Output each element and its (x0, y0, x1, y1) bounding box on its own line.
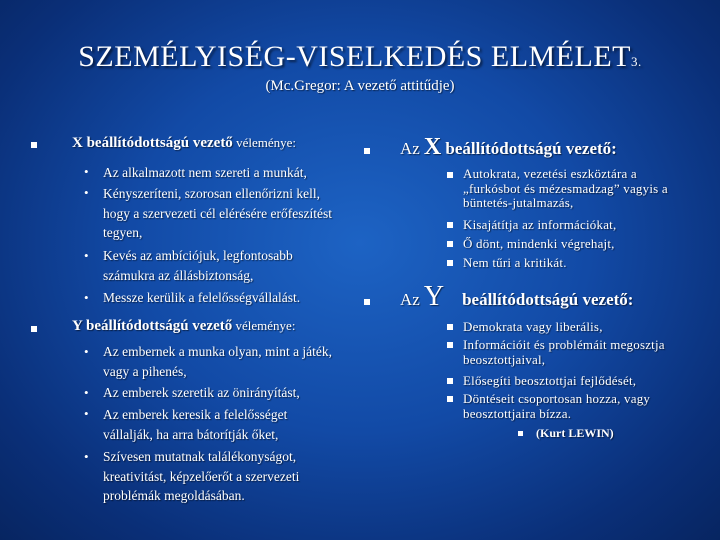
right-x-letter: X (423, 134, 442, 160)
left-y-item: Az emberek keresik a felelősséget vállalják, ha arra bátorítják őket, (103, 407, 288, 442)
bullet-square-icon (447, 222, 453, 228)
right-y-item: Demokrata vagy liberális, (463, 319, 603, 334)
bullet-square-icon (364, 299, 370, 305)
right-x-item: Nem tűri a kritikát. (463, 255, 567, 270)
left-y-heading (72, 318, 362, 335)
left-x-item: Az alkalmazott nem szereti a munkát, (103, 165, 307, 180)
bullet-square-icon (364, 148, 370, 154)
bullet-square-icon (31, 142, 37, 148)
left-y-heading-label: Y beállítódottságú vezető (72, 318, 233, 334)
right-y-item: Döntéseit csoportosan hozza, vagy beosztottjaira bízza. (463, 391, 651, 421)
right-y-letter: Y (423, 281, 445, 312)
right-y-prefix: Az (400, 290, 420, 309)
right-x-heading-label: beállítódottságú vezető: (441, 139, 617, 158)
citation: (Kurt LEWIN) (536, 426, 614, 440)
bullet-square-icon (447, 260, 453, 266)
left-x-heading (72, 135, 362, 152)
bullet-square-icon (447, 172, 453, 178)
right-x-heading (400, 134, 700, 161)
bullet-square-icon (447, 378, 453, 384)
right-y-heading-label: beállítódottságú vezető: (462, 290, 634, 309)
bullet-dot-icon: • (84, 406, 89, 421)
right-x-prefix: Az (400, 139, 420, 158)
left-y-item: Szívesen mutatnak találékonyságot, kreativitást, képzelőerőt a szervezeti problémák megoldásában. (103, 449, 300, 503)
right-y-item: Elősegíti beosztottjai fejlődését, (463, 373, 637, 388)
bullet-dot-icon: • (84, 164, 89, 179)
left-y-item: Az emberek szeretik az önirányítást, (103, 385, 300, 400)
left-x-item: Kevés az ambíciójuk, legfontosabb számukra az állásbiztonság, (103, 248, 293, 283)
right-y-heading (400, 281, 700, 313)
left-x-heading-suffix: véleménye: (232, 135, 296, 150)
left-y-item: Az embernek a munka olyan, mint a játék, vagy a pihenés, (103, 344, 333, 379)
bullet-square-icon (518, 431, 523, 436)
bullet-square-icon (31, 326, 37, 332)
slide-title (0, 40, 720, 74)
bullet-square-icon (447, 396, 453, 402)
left-x-item: Messze kerülik a felelősségvállalást. (103, 290, 301, 305)
bullet-dot-icon: • (84, 185, 89, 200)
left-x-heading-label: X beállítódottságú vezető (72, 135, 233, 151)
bullet-dot-icon: • (84, 248, 89, 263)
right-x-item: Kisajátítja az információkat, (463, 217, 617, 232)
right-x-item: Ő dönt, mindenki végrehajt, (463, 236, 615, 251)
bullet-square-icon (447, 241, 453, 247)
bullet-square-icon (447, 342, 453, 348)
bullet-dot-icon: • (84, 344, 89, 359)
bullet-dot-icon: • (84, 290, 89, 305)
right-x-item: Autokrata, vezetési eszköztára a „furkósbot és mézesmadzag” vagyis a büntetés-jutalmazás, (463, 166, 668, 210)
left-x-item: Kényszeríteni, szorosan ellenőrizni kell, hogy a szervezeti cél elérésére erőfeszítést tegyen, (103, 186, 332, 240)
slide-title-number: 3. (631, 54, 642, 69)
bullet-dot-icon: • (84, 385, 89, 400)
bullet-dot-icon: • (84, 449, 89, 464)
bullet-square-icon (447, 324, 453, 330)
slide-title-text: SZEMÉLYISÉG-VISELKEDÉS ELMÉLET (78, 40, 631, 73)
left-y-heading-suffix: véleménye: (232, 318, 296, 333)
right-y-item: Információit és problémáit megosztja beosztottjaival, (463, 337, 665, 367)
slide-subtitle: (Mc.Gregor: A vezető attitűdje) (265, 78, 455, 94)
